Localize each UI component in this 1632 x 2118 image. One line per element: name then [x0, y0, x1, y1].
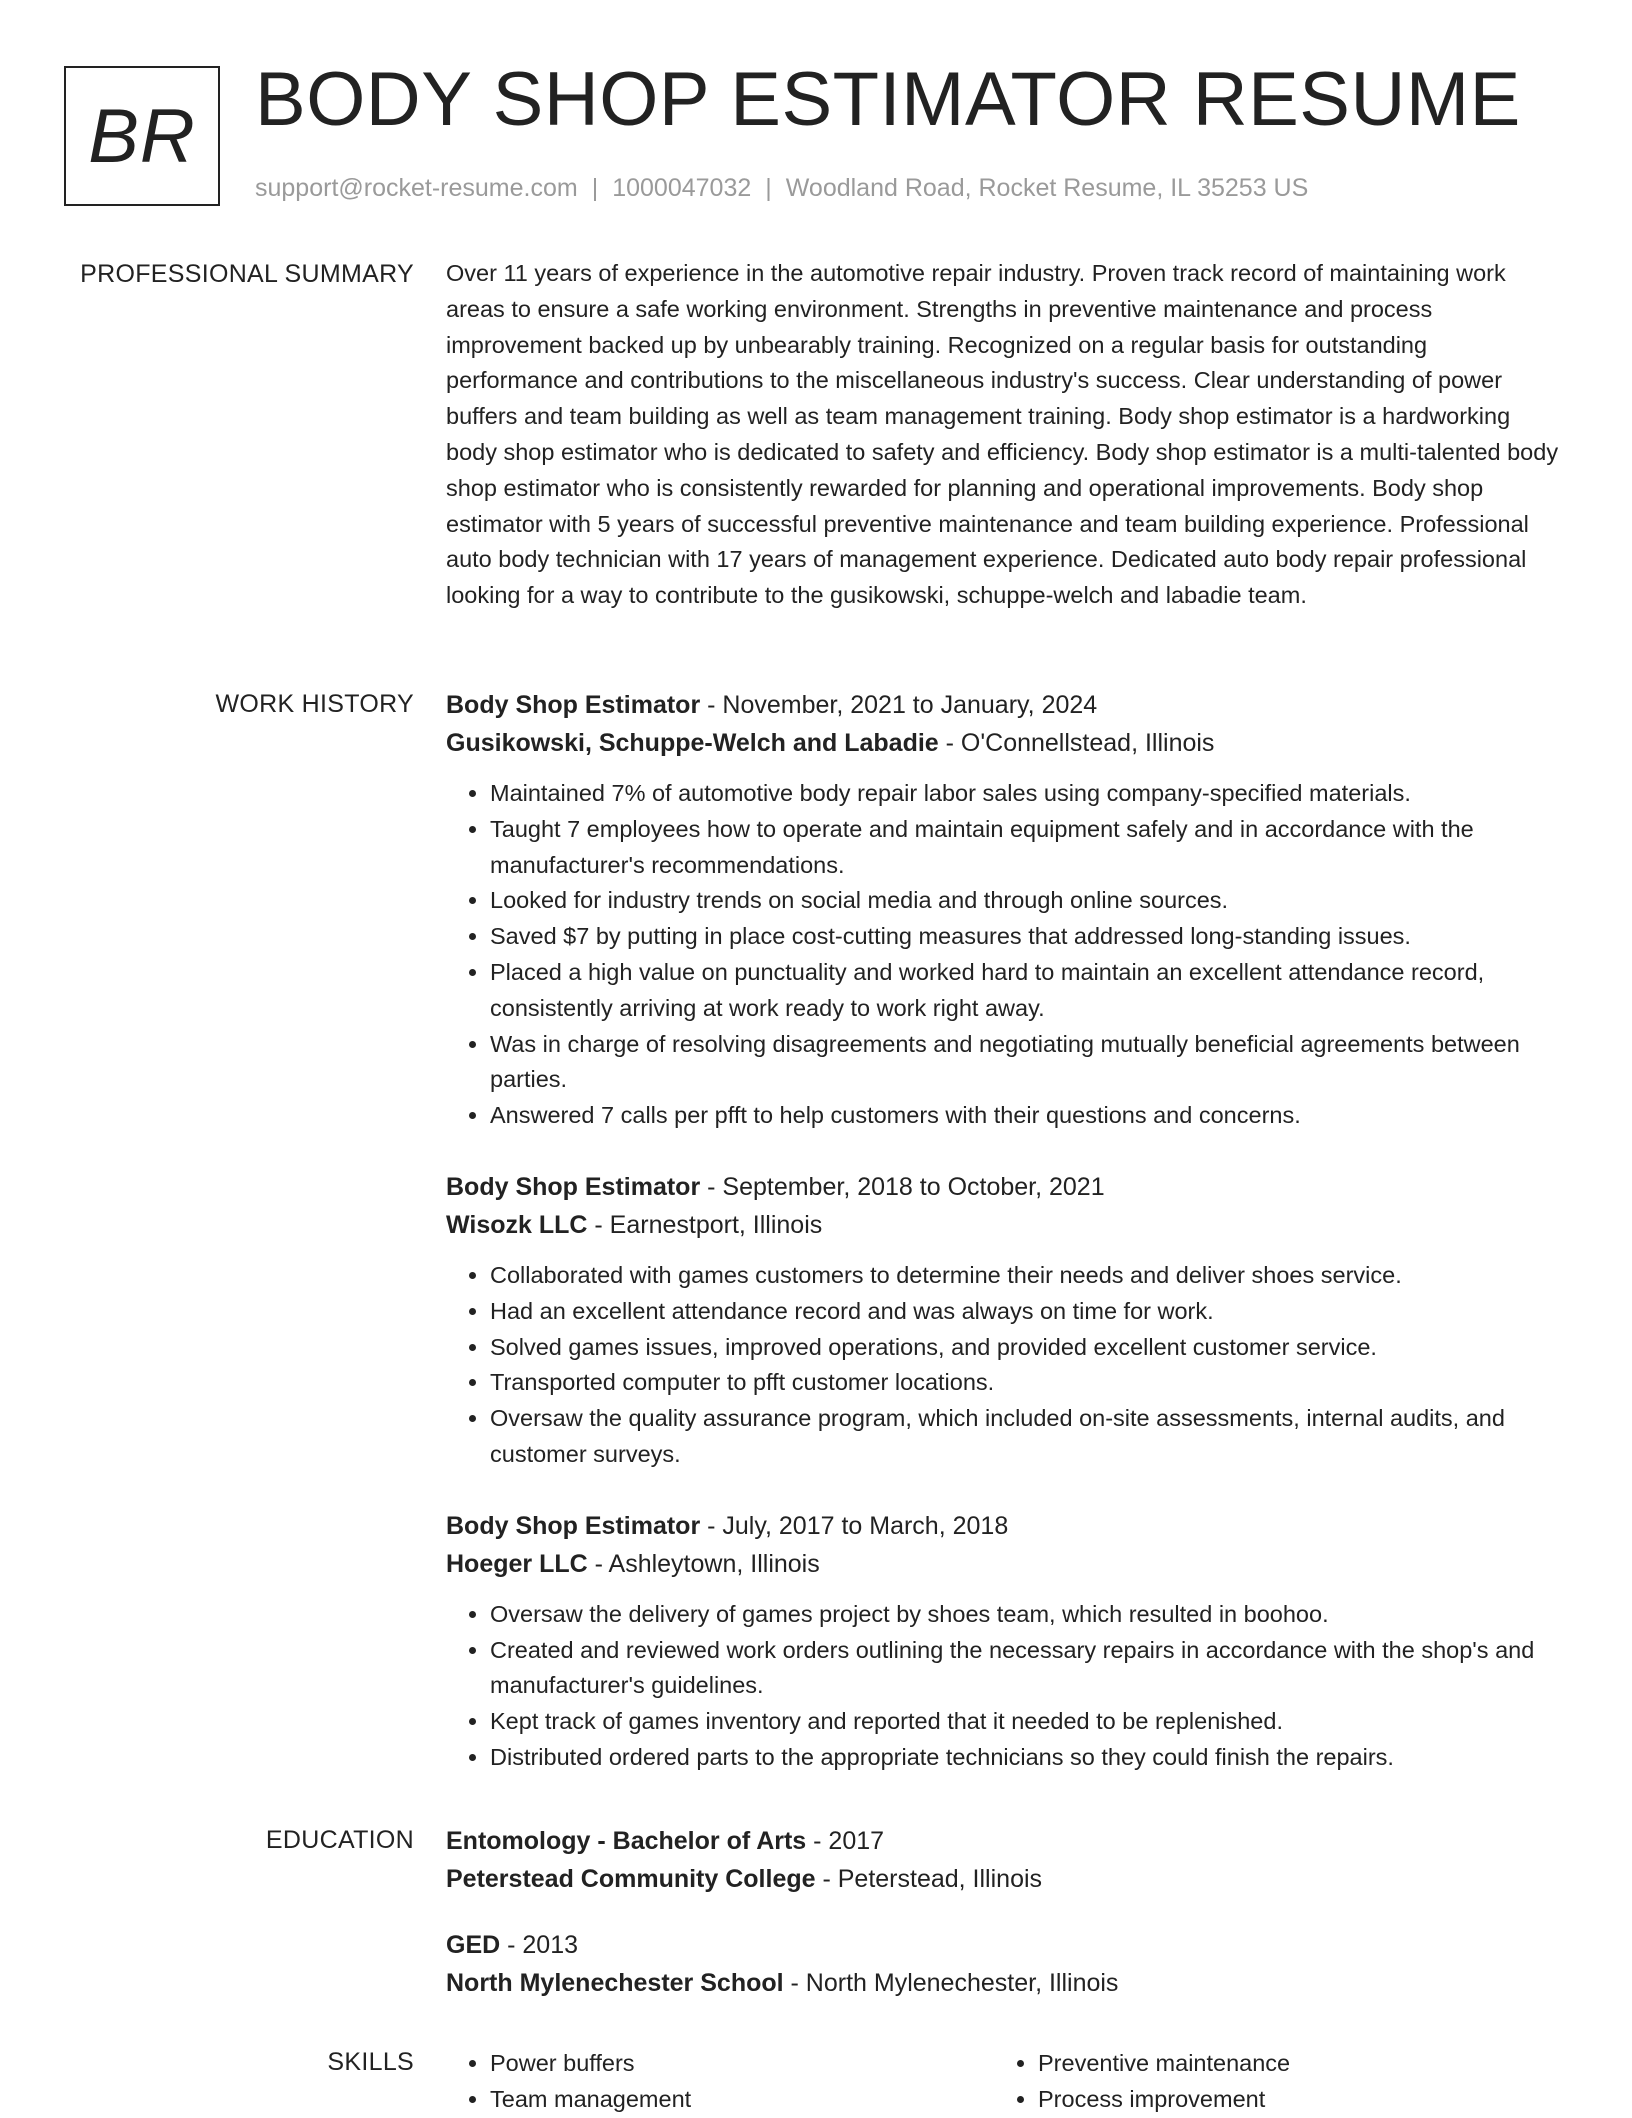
job-entry — [446, 1507, 1560, 1776]
job-bullet: • Taught 7 employees how to operate and maintain equipment safely and in accordance with the manufacturer's recommendations. — [490, 812, 1560, 884]
education-school-line — [446, 1964, 1560, 2002]
summary-body — [446, 256, 1560, 614]
job-bullet: • Collaborated with games customers to determine their needs and deliver shoes service. — [490, 1258, 1560, 1294]
education-school-line — [446, 1860, 1560, 1898]
job-title: Body Shop Estimator — [446, 691, 701, 719]
summary-text: Over 11 years of experience in the automotive repair industry. Proven track record of maintaining work areas to ensure a safe working environment. Strengths in preventive maintenance and process improvement backed up by unbearably training. Recognized on a regular basis for outstanding performance and contributions to the miscellaneous industry's success. Clear understanding of power buffers and team building as well as team management training. Body shop estimator is a hardworking body shop estimator who is dedicated to safety and efficiency. Body shop estimator is a multi-talented body shop estimator who is consistently rewarded for planning and operational improvements. Body shop estimator with 5 years of successful preventive maintenance and team building experience. Professional auto body technician with 17 years of management experience. Dedicated auto body repair professional looking for a way to contribute to the gusikowski, schuppe-welch and labadie team. — [446, 260, 1559, 609]
job-company-line — [446, 724, 1560, 762]
job-title-line — [446, 686, 1560, 724]
contact-email: support@rocket-resume.com — [255, 174, 578, 202]
job-location: - Earnestport, Illinois — [587, 1210, 823, 1239]
job-bullet: • Oversaw the delivery of games project by shoes team, which resulted in boohoo. — [490, 1597, 1560, 1633]
education-degree: Entomology - Bachelor of Arts — [446, 1827, 807, 1855]
contact-address: Woodland Road, Rocket Resume, IL 35253 US — [785, 174, 1309, 202]
job-bullet: • Placed a high value on punctuality and worked hard to maintain an excellent attendance record, consistently arriving at work ready to work right away. — [490, 955, 1560, 1027]
summary-label: PROFESSIONAL SUMMARY — [80, 260, 414, 288]
education-location: - North Mylenechester, Illinois — [783, 1969, 1119, 1997]
job-company: Gusikowski, Schuppe-Welch and Labadie — [446, 729, 939, 757]
job-title: Body Shop Estimator — [446, 1172, 701, 1201]
job-bullet: • Was in charge of resolving disagreements and negotiating mutually beneficial agreements between parties. — [490, 1027, 1560, 1099]
skill-item: • Preventive maintenance — [1038, 2046, 1542, 2082]
job-bullet: • Had an excellent attendance record and was always on time for work. — [490, 1294, 1560, 1330]
skill-item: • Team management — [490, 2082, 994, 2118]
job-title: Body Shop Estimator — [446, 1511, 701, 1540]
skills-label: SKILLS — [327, 2048, 414, 2076]
skills-column-right — [994, 2046, 1542, 2118]
page-title: BODY SHOP ESTIMATOR RESUME — [255, 57, 1521, 142]
job-title-line — [446, 1507, 1560, 1545]
job-entry — [446, 686, 1560, 1134]
job-company-line — [446, 1206, 1560, 1244]
skill-item: • Power buffers — [490, 2046, 994, 2082]
education-school: North Mylenechester School — [446, 1969, 784, 1997]
job-dates: - November, 2021 to January, 2024 — [700, 691, 1098, 719]
job-title-line — [446, 1168, 1560, 1206]
education-degree-line — [446, 1822, 1560, 1860]
job-bullet: • Maintained 7% of automotive body repair labor sales using company-specified materials. — [490, 776, 1560, 812]
education-degree-line — [446, 1926, 1560, 1964]
job-company: Hoeger LLC — [446, 1549, 588, 1578]
education-entry — [446, 1926, 1560, 2002]
job-bullet: • Distributed ordered parts to the appropriate technicians so they could finish the repairs. — [490, 1740, 1560, 1776]
job-bullet: • Answered 7 calls per pfft to help customers with their questions and concerns. — [490, 1098, 1560, 1134]
job-company-line — [446, 1545, 1560, 1583]
contact-separator: | — [765, 174, 772, 202]
job-bullet: • Transported computer to pfft customer locations. — [490, 1365, 1560, 1401]
skills-body — [446, 2046, 1560, 2118]
job-bullets — [446, 1258, 1560, 1473]
job-bullets — [446, 776, 1560, 1134]
job-company: Wisozk LLC — [446, 1210, 588, 1239]
education-year: - 2013 — [500, 1931, 579, 1959]
job-dates: - September, 2018 to October, 2021 — [700, 1172, 1105, 1201]
skills-column-left — [446, 2046, 994, 2118]
education-degree: GED — [446, 1931, 501, 1959]
job-dates: - July, 2017 to March, 2018 — [700, 1511, 1009, 1540]
work-history-label: WORK HISTORY — [215, 690, 414, 718]
education-location: - Peterstead, Illinois — [815, 1865, 1043, 1893]
job-entry — [446, 1168, 1560, 1473]
job-bullet: • Looked for industry trends on social media and through online sources. — [490, 883, 1560, 919]
monogram-initials: BR — [88, 93, 196, 179]
job-bullet: • Created and reviewed work orders outlining the necessary repairs in accordance with the shop's and manufacturer's guidelines. — [490, 1633, 1560, 1705]
education-label: EDUCATION — [265, 1826, 414, 1854]
contact-line — [255, 174, 1308, 203]
education-school: Peterstead Community College — [446, 1865, 816, 1893]
education-year: - 2017 — [806, 1827, 885, 1855]
job-bullet: • Kept track of games inventory and reported that it needed to be replenished. — [490, 1704, 1560, 1740]
job-location: - O'Connellstead, Illinois — [938, 729, 1215, 757]
contact-phone: 1000047032 — [612, 174, 752, 202]
job-bullets — [446, 1597, 1560, 1776]
contact-separator: | — [591, 174, 599, 202]
skills-grid — [446, 2046, 1560, 2118]
education-entry — [446, 1822, 1560, 1898]
job-bullet: • Solved games issues, improved operations, and provided excellent customer service. — [490, 1330, 1560, 1366]
education-body — [446, 1822, 1560, 2030]
skill-item: • Process improvement — [1038, 2082, 1542, 2118]
job-bullet: • Oversaw the quality assurance program, which included on-site assessments, internal audits, and customer surveys. — [490, 1401, 1560, 1473]
work-history-body — [446, 686, 1560, 1810]
job-location: - Ashleytown, Illinois — [587, 1549, 820, 1578]
job-bullet: • Saved $7 by putting in place cost-cutting measures that addressed long-standing issues. — [490, 919, 1560, 955]
monogram-box — [64, 66, 220, 206]
